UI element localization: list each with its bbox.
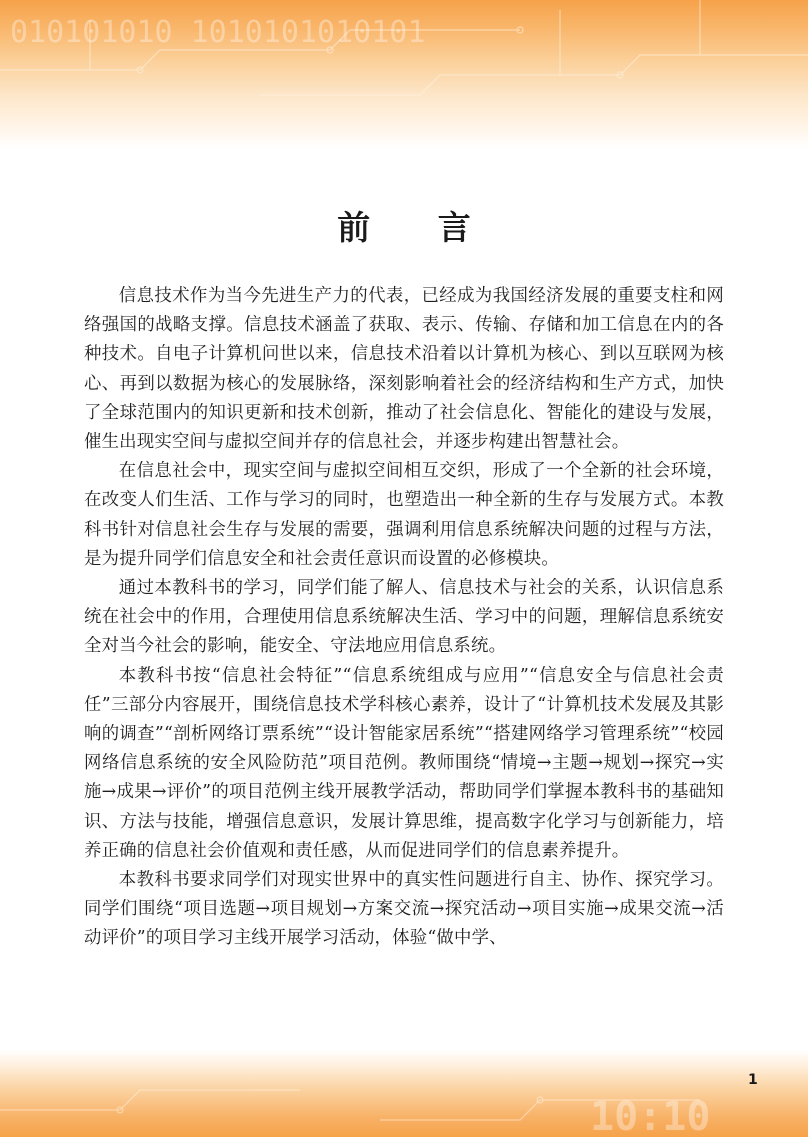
paragraph-1: 信息技术作为当今先进生产力的代表，已经成为我国经济发展的重要支柱和网络强国的战略支撑。信息技术涵盖了获取、表示、传输、存储和加工信息在内的各种技术。自电子计算机问世以来，信息技术沿着以计算机为核心、到以互联网为核心、再到以数据为核心的发展脉络，深刻影响着社会的经济结构和生产方式，加快了全球范围内的知识更新和技术创新，推动了社会信息化、智能化的建设与发展，催生出现实空间与虚拟空间并存的信息社会，并逐步构建出智慧社会。: [84, 286, 724, 453]
paragraph-4: 本教科书按“信息社会特征”“信息系统组成与应用”“信息安全与信息社会责任”三部分内容展开，围绕信息技术学科核心素养，设计了“计算机技术发展及其影响的调查”“剖析网络订票系统”“设计智能家居系统”“搭建网络学习管理系统”“校园网络信息系统的安全风险防范”项目范例。教师围绕“情境→主题→规划→探究→实施→成果→评价”的项目范例主线开展教学活动，帮助同学们掌握本教科书的基础知识、方法与技能，增强信息意识，发展计算思维，提高数字化学习与创新能力，培养正确的信息社会价值观和责任感，从而促进同学们的信息素养提升。: [84, 665, 724, 861]
footer-circuit-pattern: [0, 1050, 808, 1137]
page-title: 前 言: [337, 208, 499, 248]
header-circuit-pattern: [0, 0, 808, 150]
preface-body: [84, 282, 724, 954]
paragraph-3: 通过本教科书的学习，同学们能了解人、信息技术与社会的关系，认识信息系统在社会中的作用，合理使用信息系统解决生活、学习中的问题，理解信息系统安全对当今社会的影响，能安全、守法地应用信息系统。: [84, 578, 724, 657]
paragraph-2: 在信息社会中，现实空间与虚拟空间相互交织，形成了一个全新的社会环境，在改变人们生活、工作与学习的同时，也塑造出一种全新的生存与发展方式。本教科书针对信息社会生存与发展的需要，强调利用信息系统解决问题的过程与方法，是为提升同学们信息安全和社会责任意识而设置的必修模块。: [84, 461, 724, 569]
footer-digits-text: 10:10: [590, 1094, 711, 1137]
header-decoration-band: [0, 0, 808, 150]
page-number: 1: [748, 1072, 758, 1088]
paragraph-5: 本教科书要求同学们对现实世界中的真实性问题进行自主、协作、探究学习。同学们围绕“项目选题→项目规划→方案交流→探究活动→项目实施→成果交流→活动评价”的项目学习主线开展学习活动，体验“做中学、: [84, 870, 724, 949]
header-binary-text: 010101010 1010101010101: [10, 15, 426, 50]
footer-decoration-band: [0, 1050, 808, 1137]
